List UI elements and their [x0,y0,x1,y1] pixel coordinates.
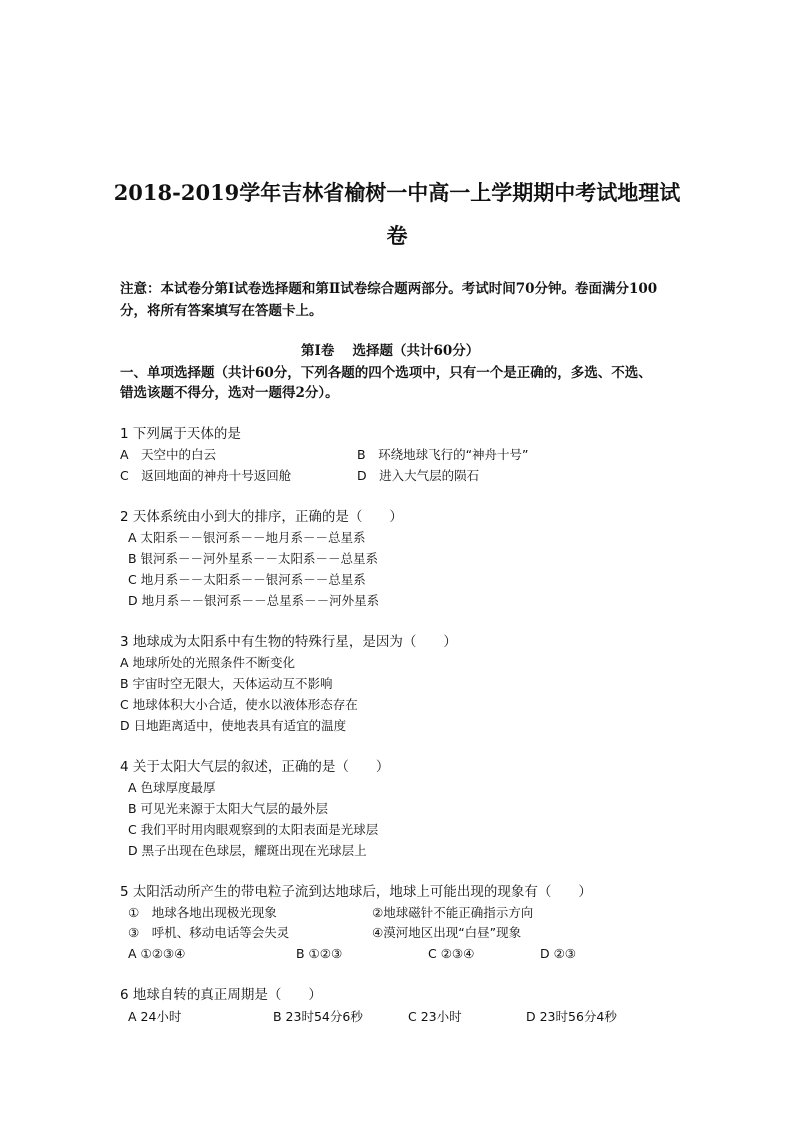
q3-stem: 3 地球成为太阳系中有生物的特殊行星，是因为（ ） [120,634,457,650]
q6-option-b: B 23时54分6秒 [273,1009,363,1024]
q4-option-a: A 色球厚度最厚 [128,780,216,795]
notice-line2: 分，将所有答案填写在答题卡上。 [120,303,323,319]
q5-option-d: D ②③ [540,946,577,961]
q5-option-b: B ①②③ [296,946,343,961]
q1-option-b: B 环绕地球飞行的“神舟十号” [357,447,529,462]
q5-statement-3: ③ 呼机、移动电话等会失灵 [128,925,290,940]
q4-option-b: B 可见光来源于太阳大气层的最外层 [128,801,329,816]
q2-option-b: B 银河系－－河外星系－－太阳系－－总星系 [128,551,379,566]
q2-option-c: C 地月系－－太阳系－－银河系－－总星系 [128,572,366,587]
q1-stem: 1 下列属于天体的是 [120,426,241,442]
q2-stem: 2 天体系统由小到大的排序，正确的是（ ） [120,509,403,525]
q1-option-d: D 进入大气层的陨石 [357,468,480,483]
q5-statement-2: ②地球磁针不能正确指示方向 [372,905,534,920]
q4-option-c: C 我们平时用肉眼观察到的太阳表面是光球层 [128,822,379,837]
q6-option-c: C 23小时 [408,1009,462,1024]
q5-statement-1: ① 地球各地出现极光现象 [128,905,277,920]
section-heading: 第Ⅰ卷 选择题（共计60分） [301,343,480,359]
q3-option-c: C 地球体积大小合适，使水以液体形态存在 [120,697,358,712]
q2-option-d: D 地月系－－银河系－－总星系－－河外星系 [128,593,380,608]
q1-option-c: C 返回地面的神舟十号返回舱 [120,468,292,483]
q6-stem: 6 地球自转的真正周期是（ ） [120,987,322,1003]
part-heading-line1: 一、单项选择题（共计60分，下列各题的四个选项中，只有一个是正确的，多选、不选、 [120,365,652,381]
q5-option-c: C ②③④ [428,946,475,961]
exam-title-line1: 2018-2019学年吉林省榆树一中高一上学期期中考试地理试 [113,180,681,205]
q2-option-a: A 太阳系－－银河系－－地月系－－总星系 [128,530,366,545]
q1-option-a: A 天空中的白云 [120,447,217,462]
q4-option-d: D 黑子出现在色球层，耀斑出现在光球层上 [128,843,367,858]
q5-stem: 5 太阳活动所产生的带电粒子流到达地球后，地球上可能出现的现象有（ ） [120,884,592,900]
part-heading-line2: 错选该题不得分，选对一题得2分）。 [120,385,339,401]
q6-option-a: A 24小时 [128,1009,182,1024]
exam-title-line2: 卷 [386,223,408,248]
q5-statement-4: ④漠河地区出现“白昼”现象 [372,925,522,940]
q3-option-d: D 日地距离适中，使地表具有适宜的温度 [120,718,347,733]
q4-stem: 4 关于太阳大气层的叙述，正确的是（ ） [120,759,390,775]
notice-line1: 注意：本试卷分第Ⅰ试卷选择题和第Ⅱ试卷综合题两部分。考试时间70分钟。卷面满分100 [120,281,658,297]
q6-option-d: D 23时56分4秒 [526,1009,617,1024]
q5-option-a: A ①②③④ [128,946,186,961]
q3-option-a: A 地球所处的光照条件不断变化 [120,655,296,670]
q3-option-b: B 宇宙时空无限大，天体运动互不影响 [120,676,333,691]
